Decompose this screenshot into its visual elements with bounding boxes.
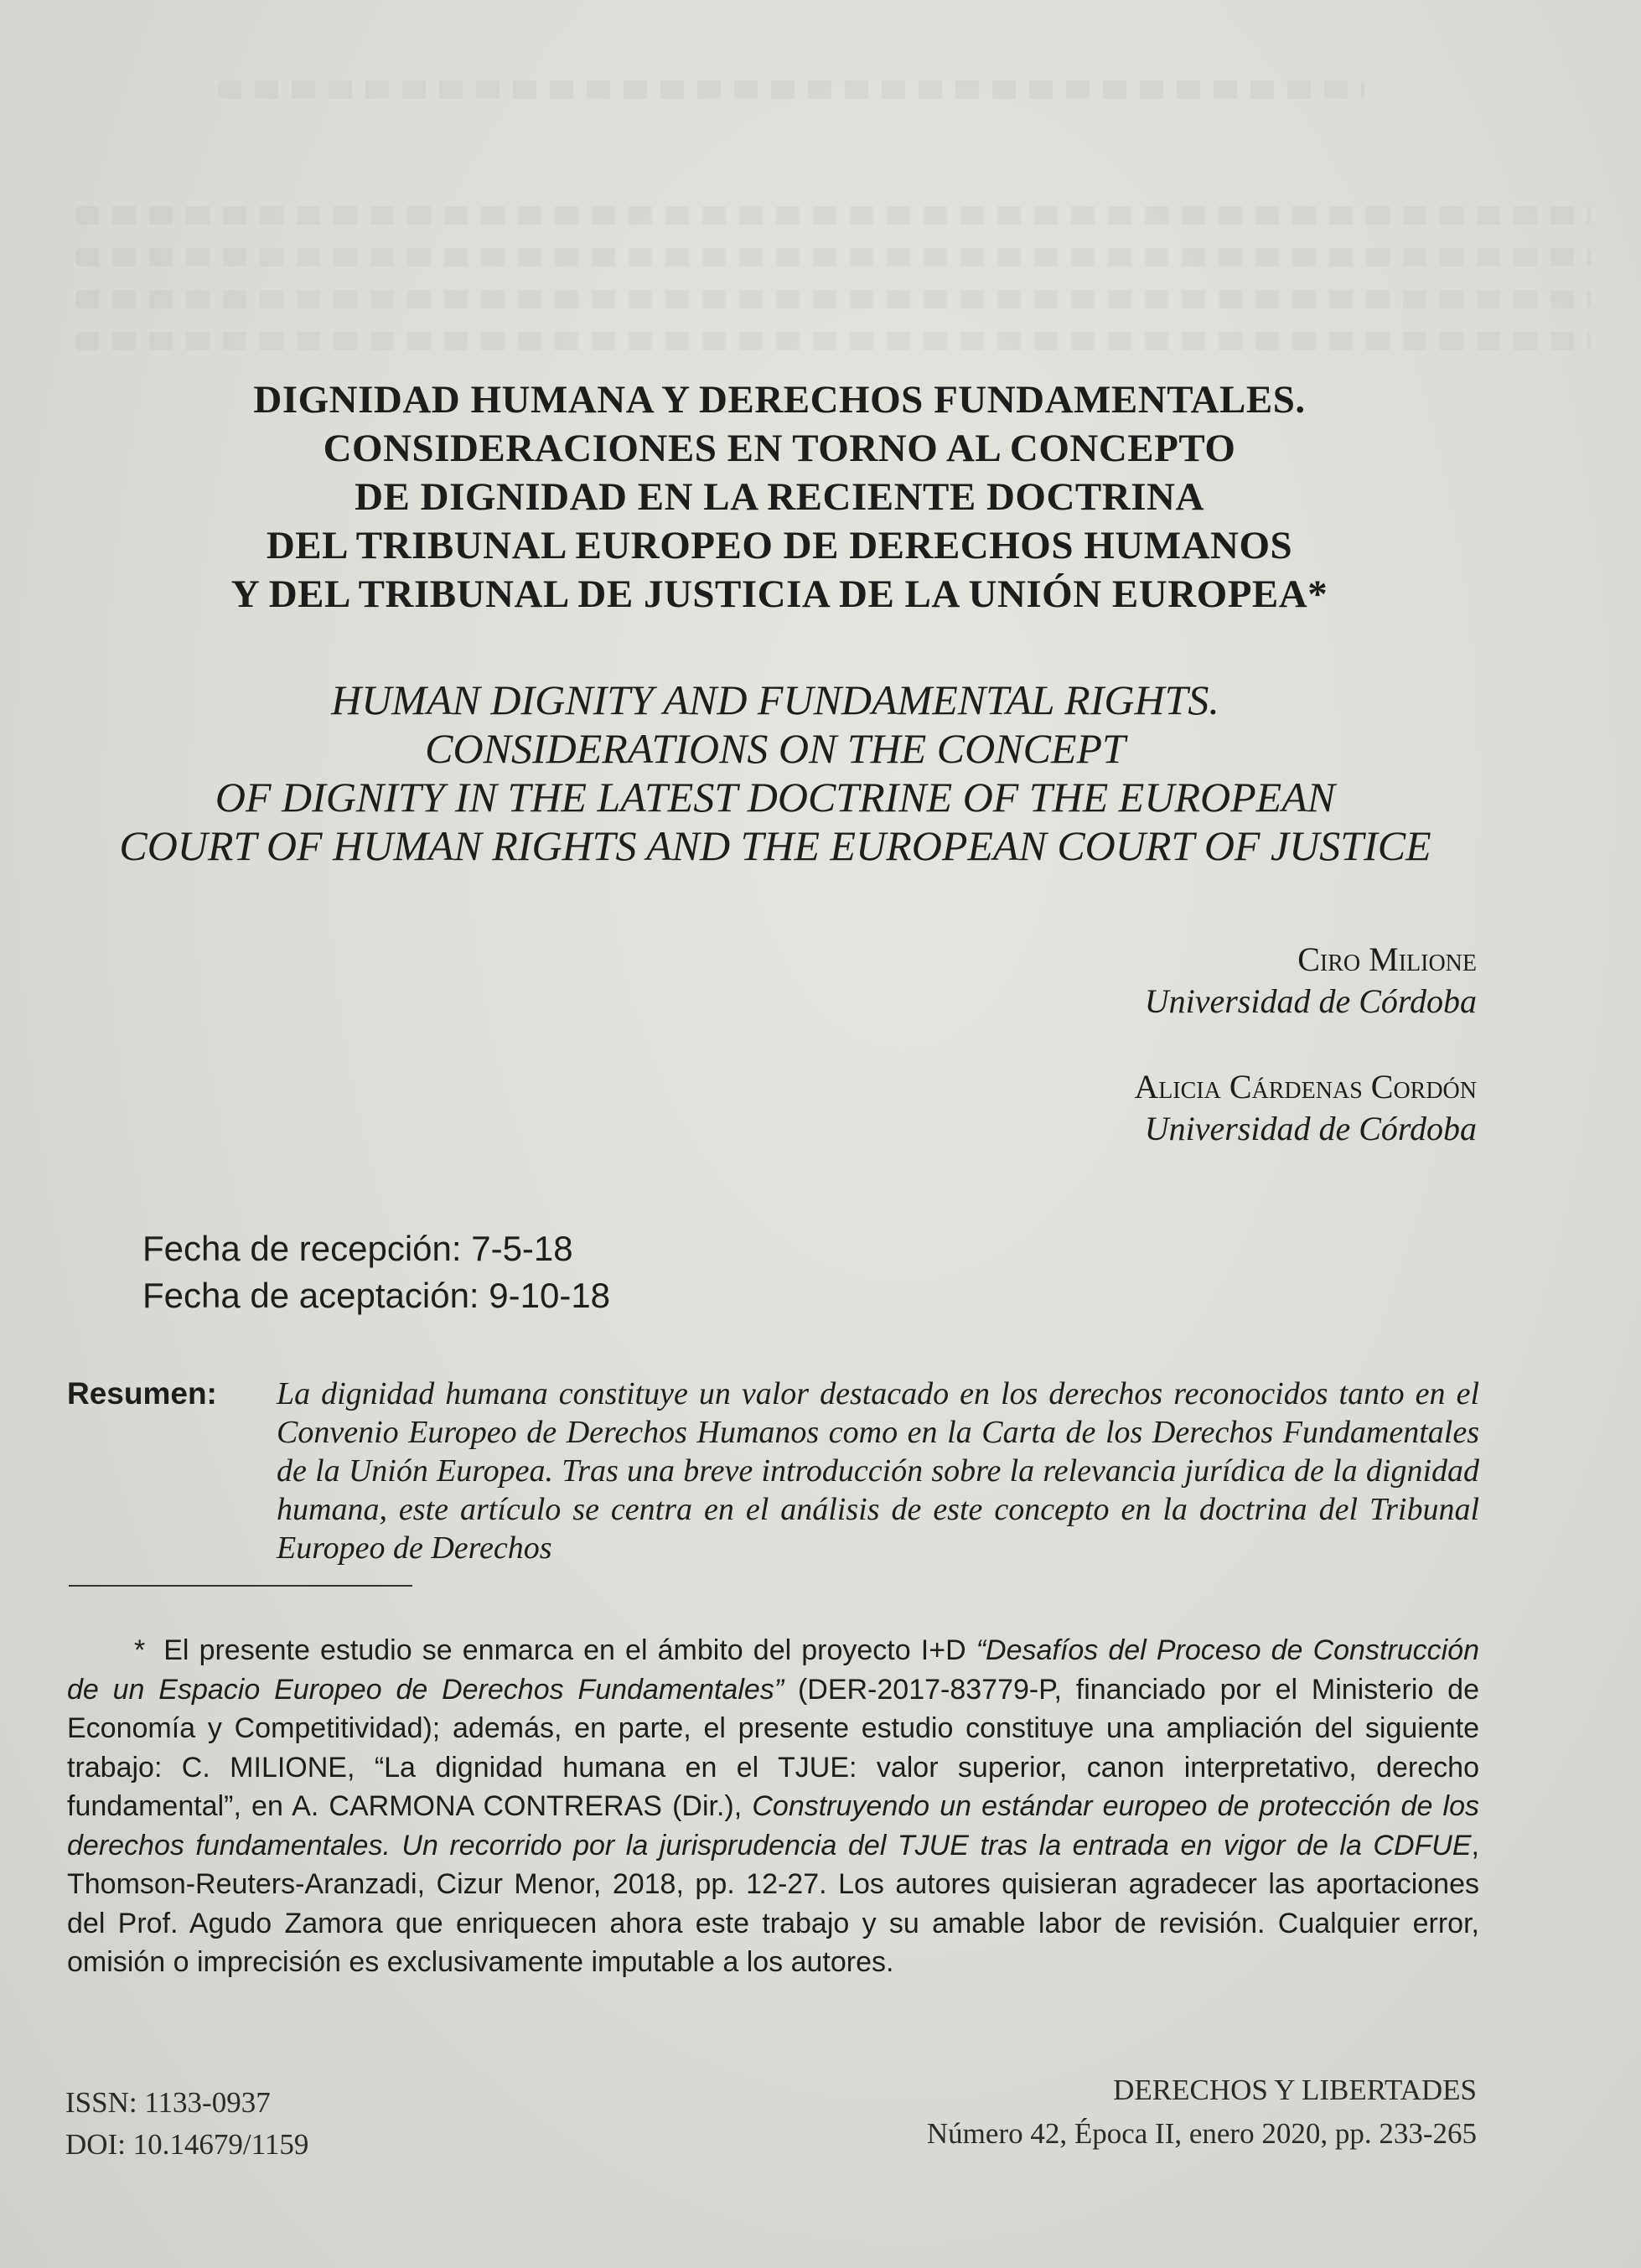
accepted-date: Fecha de aceptación: 9-10-18	[142, 1276, 611, 1315]
footnote	[67, 1631, 1479, 1982]
footer-identifiers	[65, 2082, 308, 2166]
footnote-text: , Thomson-Reuters-Aranzadi, Cizur Menor, 2018, pp. 12-27. Los autores quisieran agradecer las aportaciones del Prof. Agudo Zamora que enriquecen ahora este trabajo y su amable labor de revisión. Cualquier error, omisión o imprecisión es exclusivamente imputable a los autores.	[67, 1829, 1479, 1978]
article-title-english	[50, 676, 1500, 870]
show-through-line	[75, 290, 1591, 308]
title-en-line: CONSIDERATIONS ON THE CONCEPT	[425, 725, 1126, 772]
footnote-project-title: “Desafíos del Proceso de Construcción de un Espacio Europeo de Derechos Fundamentales”	[67, 1634, 1479, 1706]
author-affiliation: Universidad de Córdoba	[1144, 982, 1477, 1020]
author-affiliation: Universidad de Córdoba	[1144, 1110, 1477, 1147]
footnote-book-title: Construyendo un estándar europeo de protección de los derechos fundamentales. Un recorrido por la jurisprudencia del TJUE tras la entrada en vigor de la CDFUE	[67, 1790, 1479, 1862]
author-entry	[1134, 939, 1477, 1023]
title-en-line: OF DIGNITY IN THE LATEST DOCTRINE OF THE EUROPEAN	[215, 774, 1336, 821]
received-date: Fecha de recepción: 7-5-18	[142, 1229, 573, 1268]
author-entry	[1134, 1066, 1477, 1150]
doi: DOI: 10.14679/1159	[65, 2128, 309, 2161]
issn: ISSN: 1133-0937	[65, 2086, 271, 2119]
show-through-line	[75, 248, 1591, 267]
title-es-line: DE DIGNIDAD EN LA RECIENTE DOCTRINA	[355, 475, 1204, 519]
journal-name: DERECHOS Y LIBERTADES	[1113, 2074, 1477, 2106]
footnote-text: El presente estudio se enmarca en el ámbito del proyecto I+D	[163, 1634, 976, 1666]
show-through-line	[75, 206, 1591, 225]
dates-block	[142, 1225, 610, 1319]
abstract-text: La dignidad humana constituye un valor destacado en los derechos reconocidos tanto en el Convenio Europeo de Derechos Humanos como en la Carta de los Derechos Fundamentales de la Unión Europea. Tras una breve introducción sobre la relevancia jurídica de la dignidad humana, este artículo se centra en el análisis de este concepto en la doctrina del Tribunal Europeo de Derechos	[277, 1376, 1479, 1566]
title-es-line: DEL TRIBUNAL EUROPEO DE DERECHOS HUMANOS	[266, 524, 1293, 567]
author-name: Alicia Cárdenas Cordón	[1134, 1068, 1477, 1106]
title-es-line: DIGNIDAD HUMANA Y DERECHOS FUNDAMENTALES.	[253, 378, 1306, 422]
footnote-text: (DER-2017-83779-P, financiado por el Ministerio de Economía y Competitividad); además, en parte, el presente estudio constituye una ampliación del siguiente trabajo: C. MILIONE, “La dignidad humana en el TJUE: valor superior, canon interpretativo, derecho fundamental”, en A. CARMONA CONTRERAS (Dir.),	[67, 1673, 1479, 1822]
abstract-label: Resumen:	[67, 1376, 217, 1411]
show-through-line	[75, 332, 1591, 350]
authors-block	[1134, 939, 1477, 1150]
show-through-line	[218, 80, 1364, 99]
title-en-line: HUMAN DIGNITY AND FUNDAMENTAL RIGHTS.	[331, 676, 1219, 723]
title-es-line: CONSIDERACIONES EN TORNO AL CONCEPTO	[323, 427, 1236, 470]
footnote-marker: *	[134, 1634, 146, 1666]
title-es-line: Y DEL TRIBUNAL DE JUSTICIA DE LA UNIÓN EUROPEA*	[230, 572, 1328, 616]
author-name: Ciro Milione	[1297, 940, 1477, 978]
journal-issue: Número 42, Época II, enero 2020, pp. 233-265	[926, 2117, 1477, 2150]
article-title-spanish	[151, 375, 1408, 619]
footer-journal	[927, 2069, 1477, 2156]
title-en-line: COURT OF HUMAN RIGHTS AND THE EUROPEAN COURT OF JUSTICE	[119, 822, 1431, 869]
abstract	[67, 1375, 1479, 1567]
footnote-rule	[69, 1585, 412, 1587]
